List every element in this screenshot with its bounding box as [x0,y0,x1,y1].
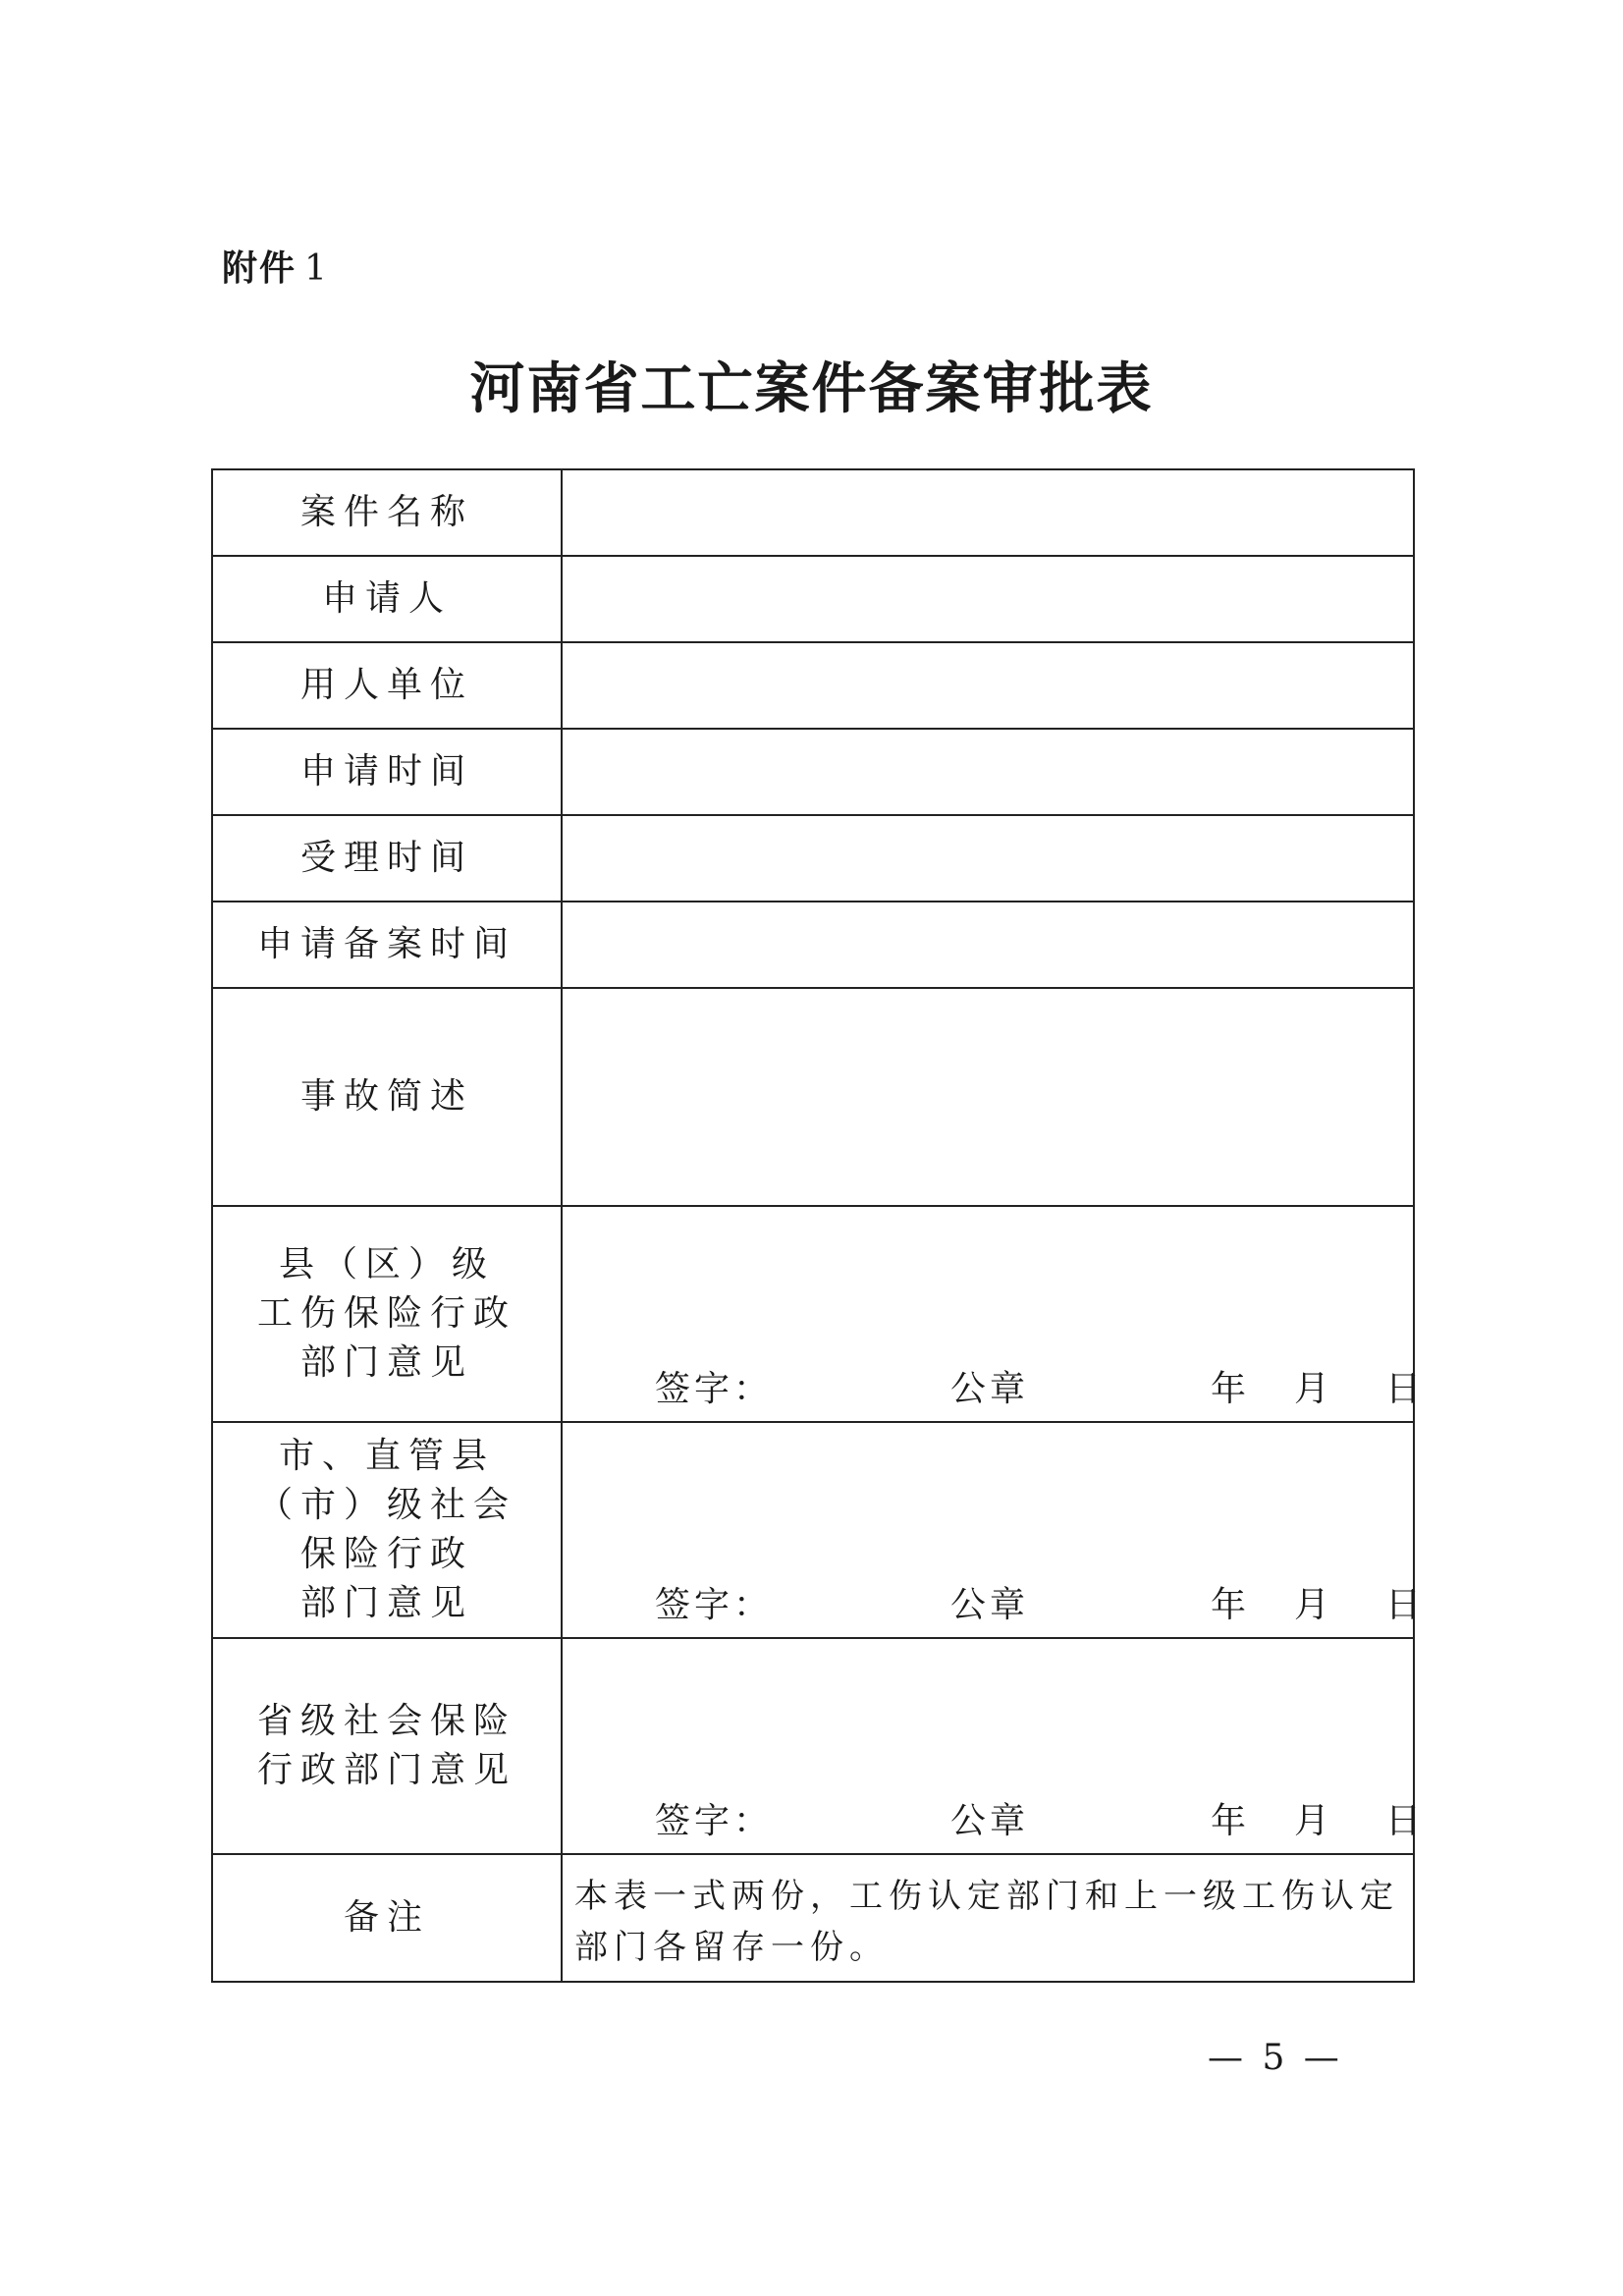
label-accident-summary: 事故简述 [212,988,562,1206]
form-title: 河南省工亡案件备案审批表 [469,356,1154,421]
seal-label: 公章 [950,1585,1030,1625]
field-province-opinion[interactable] [562,1638,1426,1854]
form-row-city-opinion [212,1422,1414,1638]
field-accident-summary[interactable] [562,988,1414,1206]
label-line: 工伤保险行政 [256,1293,516,1334]
month-label: 月 [1294,1369,1334,1409]
form-row-applicant [212,556,1414,642]
year-label: 年 [1211,1369,1251,1409]
form-row-accident-summary [212,988,1414,1206]
label-line: 部门意见 [299,1583,473,1623]
field-county-opinion[interactable] [562,1206,1426,1422]
form-row-case-name [212,469,1414,556]
label-line: 行政部门意见 [256,1750,516,1790]
year-label: 年 [1211,1801,1251,1841]
label-line: 市、直管县 [278,1436,495,1476]
field-case-name[interactable] [562,469,1414,556]
label-province-opinion [212,1638,562,1854]
field-acceptance-date[interactable] [562,815,1414,902]
field-applicant[interactable] [562,556,1414,642]
label-applicant: 申请人 [212,556,562,642]
label-note: 备注 [212,1854,562,1982]
month-label: 月 [1294,1801,1334,1841]
label-line: 省级社会保险 [256,1701,516,1741]
label-employer: 用人单位 [212,642,562,729]
field-employer[interactable] [562,642,1414,729]
seal-label: 公章 [950,1369,1030,1409]
form-row-county-opinion [212,1206,1414,1422]
label-line: 县（区）级 [278,1244,495,1285]
signature-line [563,1798,1426,1843]
label-acceptance-date: 受理时间 [212,815,562,902]
day-label: 日 [1385,1801,1426,1841]
form-row-application-date [212,729,1414,815]
field-note [562,1854,1414,1982]
attachment-text: 附件 [222,248,298,289]
label-line: （市）级社会 [256,1485,516,1525]
label-line: 保险行政 [299,1534,473,1574]
day-label: 日 [1385,1585,1426,1625]
form-row-employer [212,642,1414,729]
label-application-date: 申请时间 [212,729,562,815]
page-number: — 5 — [1208,2038,1343,2078]
day-label: 日 [1385,1369,1426,1409]
field-application-date[interactable] [562,729,1414,815]
month-label: 月 [1294,1585,1334,1625]
signature-label: 签字： [655,1585,774,1625]
signature-label: 签字： [655,1369,774,1409]
label-case-name: 案件名称 [212,469,562,556]
seal-label: 公章 [950,1801,1030,1841]
form-row-note [212,1854,1414,1982]
attachment-number: 1 [304,248,329,289]
label-county-opinion [212,1206,562,1422]
attachment-label [222,241,329,291]
field-city-opinion[interactable] [562,1422,1426,1638]
label-filing-date: 申请备案时间 [212,902,562,988]
signature-line [563,1366,1426,1411]
form-row-filing-date [212,902,1414,988]
form-row-province-opinion [212,1638,1414,1854]
field-filing-date[interactable] [562,902,1414,988]
signature-label: 签字： [655,1801,774,1841]
label-line: 部门意见 [299,1342,473,1383]
signature-line [563,1582,1426,1627]
approval-form-table [211,468,1426,1983]
form-row-acceptance-date [212,815,1414,902]
label-city-opinion [212,1422,562,1638]
note-text: 本表一式两份，工伤认定部门和上一级工伤认定部门各留存一份。 [574,1877,1399,1967]
year-label: 年 [1211,1585,1251,1625]
